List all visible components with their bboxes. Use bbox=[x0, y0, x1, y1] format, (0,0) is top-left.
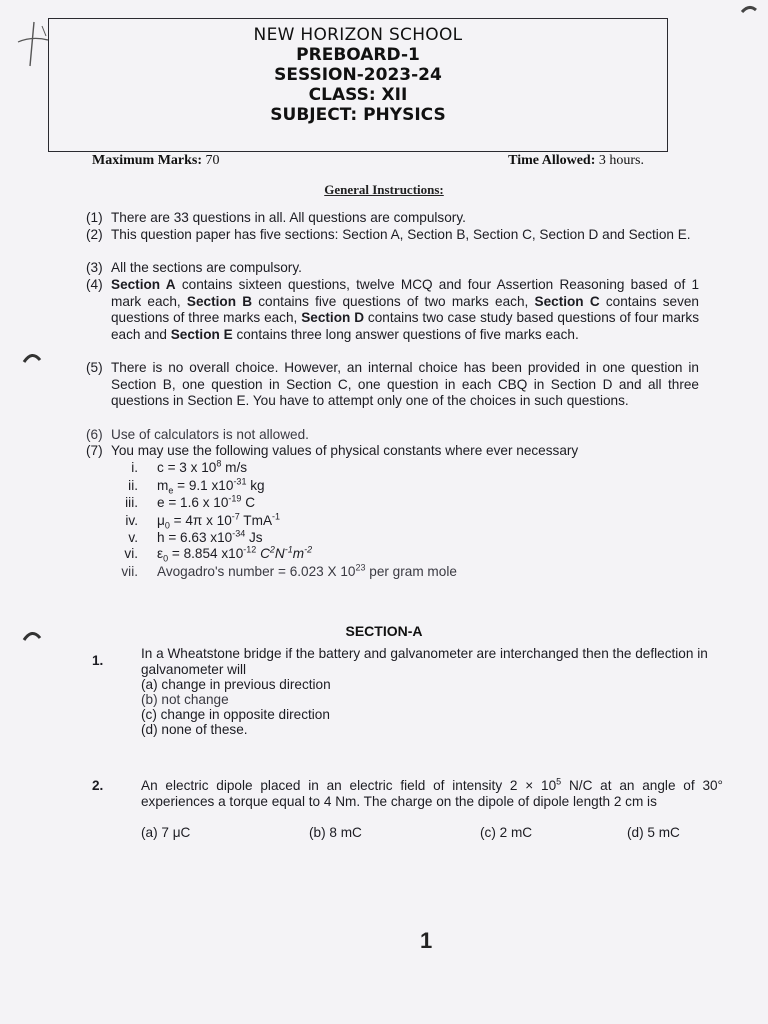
time-allowed: Time Allowed: 3 hours. bbox=[508, 153, 644, 168]
school-name: NEW HORIZON SCHOOL bbox=[253, 25, 463, 45]
option: (b) 8 mC bbox=[309, 825, 362, 840]
constant-number: vii. bbox=[121, 564, 138, 579]
max-marks: Maximum Marks: 70 bbox=[92, 153, 220, 168]
section-a-title: SECTION-A bbox=[345, 623, 423, 639]
constant-number: iii. bbox=[125, 495, 138, 510]
exam-name: PREBOARD-1 bbox=[296, 45, 420, 65]
constant-speed-of-light: c = 3 x $10^8$ m/s bbox=[157, 458, 248, 475]
instruction-number: (5) bbox=[86, 360, 103, 375]
instruction-number: (7) bbox=[86, 443, 103, 458]
instruction-text: There are 33 questions in all. All questions are compulsory. bbox=[111, 210, 466, 225]
instruction-number: (6) bbox=[86, 427, 103, 442]
class-label: CLASS: XII bbox=[308, 85, 408, 105]
option: (a) change in previous direction bbox=[141, 677, 331, 692]
punch-hole-icon bbox=[22, 350, 42, 364]
instruction-text: This question paper has five sections: Section A, Section B, Section C, Section D and Section E. bbox=[111, 227, 691, 242]
general-instructions-title: General Instructions: bbox=[324, 182, 444, 197]
constant-permeability: $\mu_0 = 4\pi$ x $10^{-7}$ TmA$^{-1}$ bbox=[157, 511, 281, 531]
instruction-text: All the sections are compulsory. bbox=[111, 260, 302, 275]
header-box bbox=[48, 18, 668, 152]
meta-row bbox=[92, 153, 644, 169]
instruction-text: You may use the following values of physical constants where ever necessary bbox=[111, 443, 579, 458]
instruction-number: (4) bbox=[86, 277, 103, 292]
constant-electron-charge: e = 1.6 x $10^{-19}$ C bbox=[157, 493, 256, 510]
instruction-number: (3) bbox=[86, 260, 103, 275]
constant-planck: h = 6.63 $x10^{-34}$ Js bbox=[157, 528, 263, 545]
question-text: An electric dipole placed in an electric field of intensity $2 \times 10^5$ N/C at an angle of 30° experiences a torque equal to 4 Nm. The charge on the dipole of dipole length 2 cm is bbox=[141, 776, 723, 809]
question-number: 2. bbox=[92, 778, 104, 793]
instruction-text: Use of calculators is not allowed. bbox=[111, 427, 309, 442]
constant-electron-mass: $m_e = 9.1$ $x10^{-31}$ kg bbox=[157, 476, 265, 496]
option: (d) none of these. bbox=[141, 722, 248, 737]
corner-mark bbox=[740, 2, 758, 16]
constant-number: ii. bbox=[128, 478, 138, 493]
instruction-number: (1) bbox=[86, 210, 103, 225]
constant-number: iv. bbox=[125, 513, 138, 528]
option: (b) not change bbox=[141, 692, 229, 707]
constant-permittivity: $\varepsilon_0 = 8.854$ $x10^{-12}$ $C^2N^{-1}m^{-2}$ bbox=[157, 544, 313, 564]
session: SESSION-2023-24 bbox=[274, 65, 442, 85]
question-text: In a Wheatstone bridge if the battery and galvanometer are interchanged then the deflection in galvanometer will bbox=[141, 646, 708, 677]
option: (c) change in opposite direction bbox=[141, 707, 330, 722]
constant-number: vi. bbox=[124, 546, 138, 561]
instruction-number: (2) bbox=[86, 227, 103, 242]
instruction-text: Section A contains sixteen questions, twelve MCQ and four Assertion Reasoning based of 1 mark each, Section B contains five questions of two marks each, Section C contains seven questions of three marks each, Section D contains two case study based questions of four marks each and Section E contains three long answer questions of five marks each. bbox=[111, 277, 700, 342]
instruction-text: There is no overall choice. However, an internal choice has been provided in one question in Section B, one question in Section C, one question in each CBQ in Section D and all three questions in Section E. You have to attempt only one of the choices in such questions. bbox=[111, 360, 699, 408]
option: (a) 7 μC bbox=[141, 825, 191, 840]
constant-number: v. bbox=[128, 530, 138, 545]
page-number: 1 bbox=[420, 928, 433, 953]
constant-avogadro: Avogadro's number = 6.023 X $10^{23}$ per gram mole bbox=[157, 562, 457, 579]
subject-label: SUBJECT: PHYSICS bbox=[270, 105, 446, 125]
constant-number: i. bbox=[131, 460, 138, 475]
question-number: 1. bbox=[92, 653, 104, 668]
option: (d) 5 mC bbox=[627, 825, 680, 840]
option: (c) 2 mC bbox=[480, 825, 533, 840]
pen-tick-mark bbox=[12, 18, 52, 68]
